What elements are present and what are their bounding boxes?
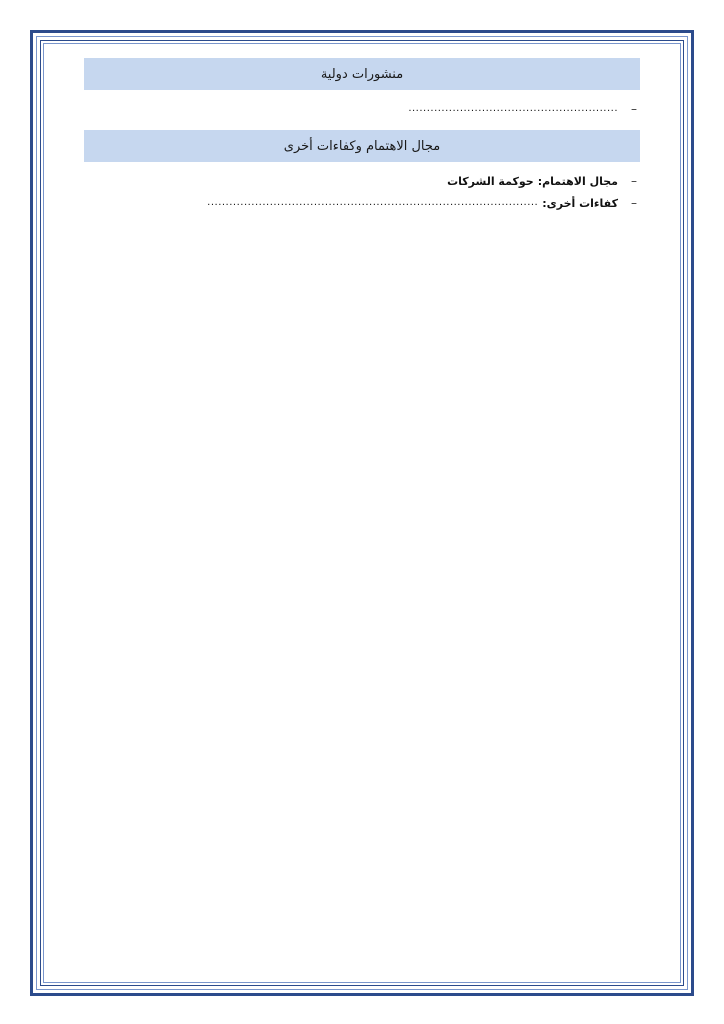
section-header-international-publications <box>84 58 640 90</box>
section-title: مجال الاهتمام وكفاءات أخرى <box>283 138 441 154</box>
bullet-dash: – <box>631 102 637 116</box>
list-item <box>84 170 640 192</box>
item-value-interest-field: حوكمة الشركات <box>447 174 534 188</box>
list-item <box>84 192 640 214</box>
section-header-interests-and-skills <box>84 130 640 162</box>
item-label-interest-field: مجال الاهتمام: <box>537 174 618 188</box>
item-label-other-skills: كفاءات أخرى: <box>542 196 618 210</box>
placeholder-dots: .......................................................................................... <box>207 197 539 208</box>
document-content <box>84 58 640 214</box>
bullet-dash: – <box>631 174 637 188</box>
section-title: منشورات دولية <box>320 66 404 82</box>
bullet-dash: – <box>631 196 637 210</box>
list-item <box>84 98 640 120</box>
placeholder-dots: ......................................................... <box>408 103 618 114</box>
